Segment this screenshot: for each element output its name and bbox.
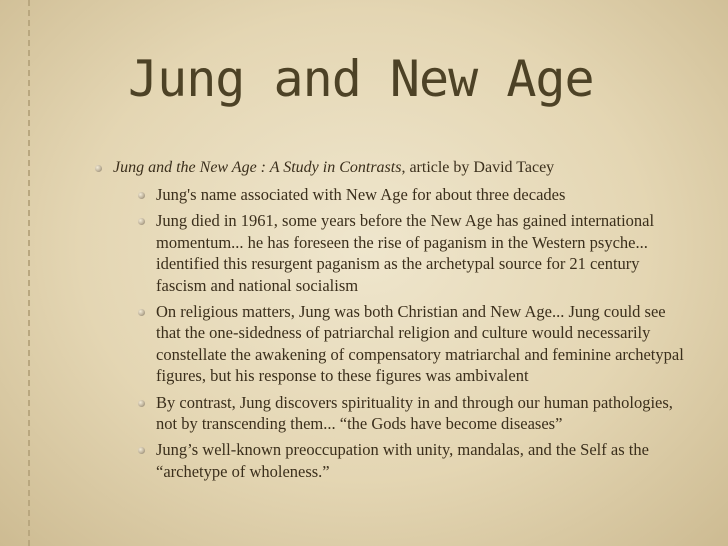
slide-title: Jung and New Age — [128, 50, 594, 108]
bullet-icon — [138, 309, 145, 316]
bullet-icon — [138, 447, 145, 454]
list-item-text: Jung’s well-known preoccupation with unity, mandalas, and the Self as the “archetype of wholeness.” — [156, 440, 649, 481]
article-title: Jung and the New Age : A Study in Contrasts — [113, 159, 402, 176]
list-item — [156, 392, 693, 435]
list-item-text: Jung's name associated with New Age for about three decades — [156, 185, 566, 204]
list-item-text: Jung died in 1961, some years before the New Age has gained international momentum... he has foreseen the rise of paganism in the Western psyche... identified this resurgent paganism as the archetypal source for 21 century fascism and national socialism — [156, 211, 655, 295]
list-item-main — [113, 157, 693, 482]
bullet-icon — [138, 400, 145, 407]
bullet-icon — [138, 192, 145, 199]
list-item — [156, 184, 693, 205]
list-item-text: By contrast, Jung discovers spirituality in and through our human pathologies, not by transcending them... “the Gods have become diseases” — [156, 392, 673, 434]
list-item — [156, 301, 693, 387]
stitched-border — [28, 0, 30, 546]
list-item — [156, 439, 693, 482]
bullet-icon — [138, 218, 145, 225]
bullet-icon — [95, 165, 102, 172]
list-item — [156, 210, 693, 296]
sub-bullet-list — [113, 184, 693, 482]
bullet-list — [113, 157, 693, 487]
list-item-text: On religious matters, Jung was both Christian and New Age... Jung could see that the one-sidedness of patriarchal religion and culture would necessarily constellate the awakening of compensatory matriarchal and feminine archetypal figures, but his response to these figures was ambivalent — [156, 302, 684, 386]
article-author: , article by David Tacey — [401, 159, 555, 176]
